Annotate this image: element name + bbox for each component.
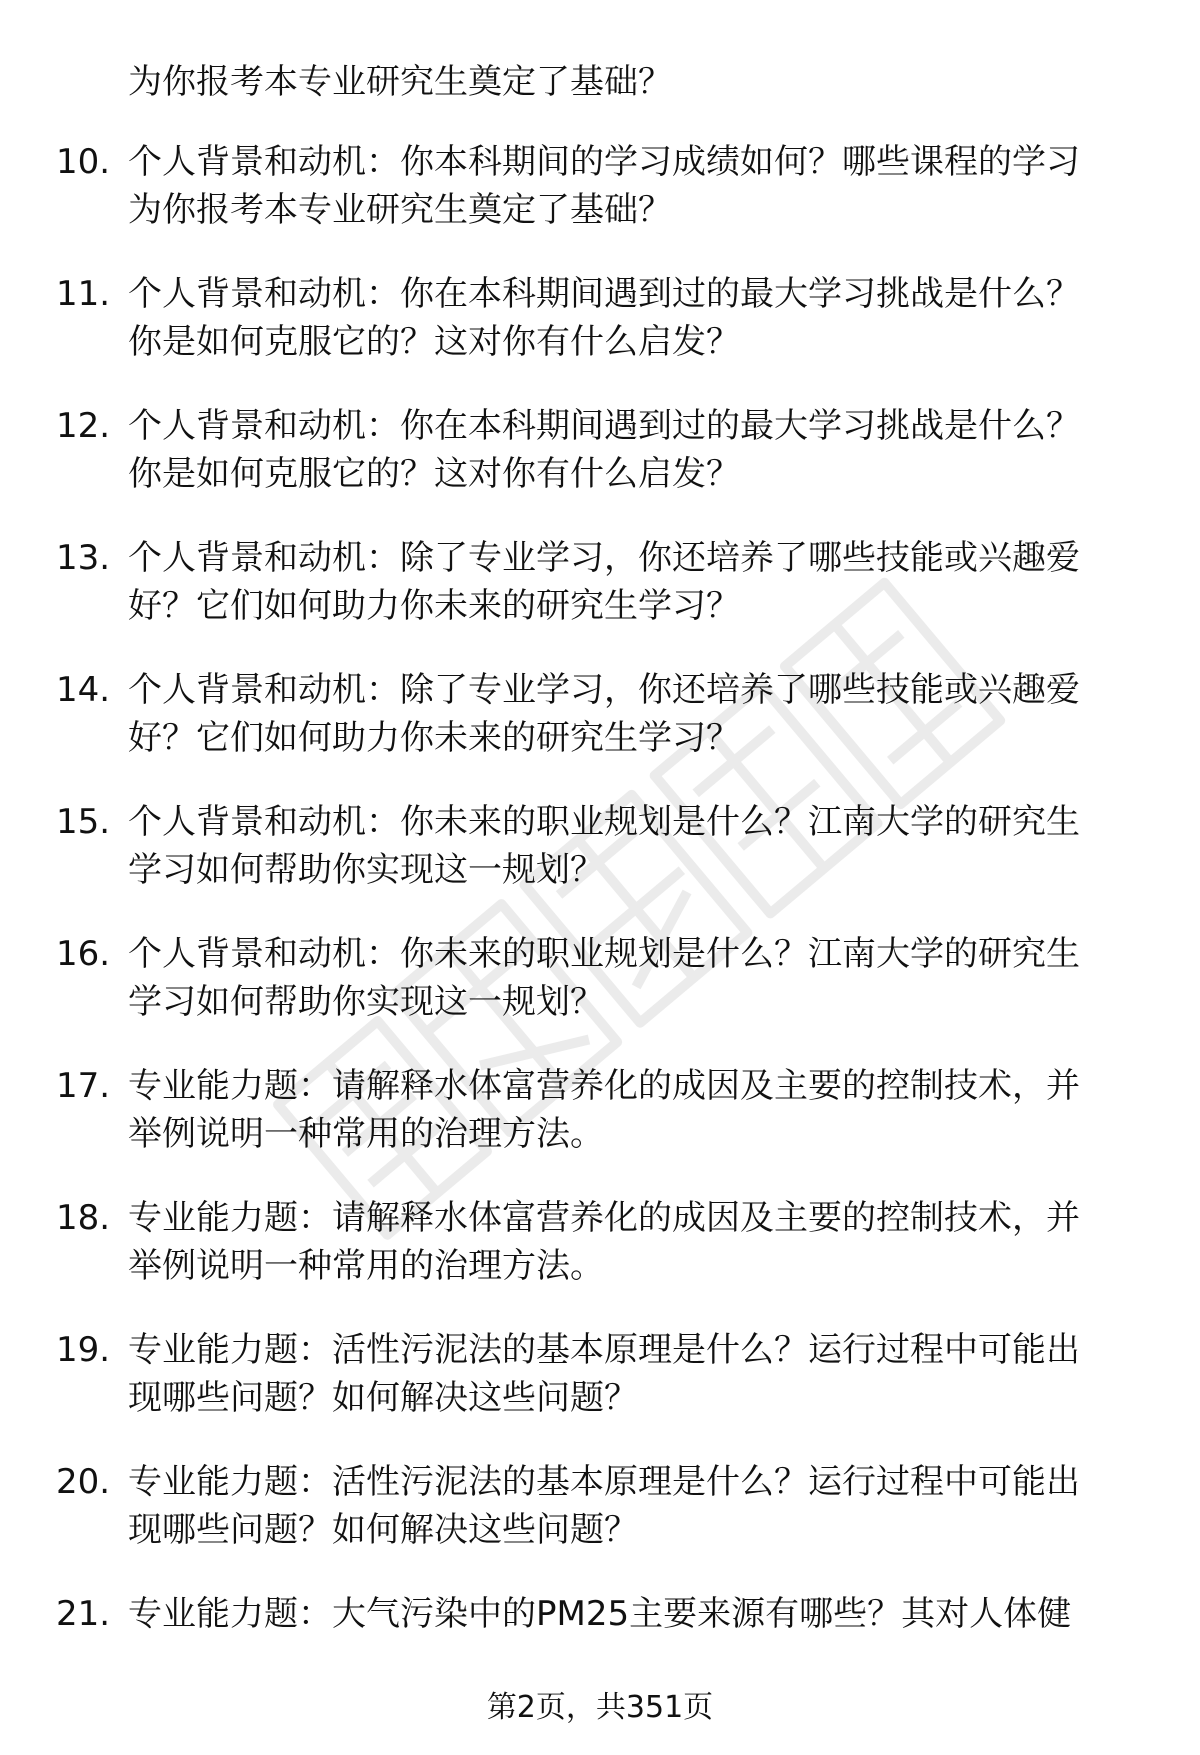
question-text-line: 好？它们如何助力你未来的研究生学习？ xyxy=(128,586,740,626)
question-item xyxy=(0,666,1200,798)
question-text-line: 专业能力题：活性污泥法的基本原理是什么？运行过程中可能出 xyxy=(128,1330,1080,1370)
question-number: 13. xyxy=(56,538,111,578)
question-text-line: 个人背景和动机：你在本科期间遇到过的最大学习挑战是什么？ xyxy=(128,274,1080,314)
question-item xyxy=(0,138,1200,270)
question-text-line: 举例说明一种常用的治理方法。 xyxy=(128,1246,604,1286)
question-text-line: 个人背景和动机：你未来的职业规划是什么？江南大学的研究生 xyxy=(128,802,1080,842)
question-list xyxy=(0,138,1200,1722)
question-text-line: 为你报考本专业研究生奠定了基础？ xyxy=(128,190,672,230)
question-item xyxy=(0,1458,1200,1590)
question-text-line: 学习如何帮助你实现这一规划？ xyxy=(128,982,604,1022)
question-text-line: 个人背景和动机：除了专业学习，你还培养了哪些技能或兴趣爱 xyxy=(128,538,1080,578)
question-number: 15. xyxy=(56,802,111,842)
question-item xyxy=(0,402,1200,534)
question-text xyxy=(128,1590,1148,1638)
question-text xyxy=(128,534,1148,630)
question-text-line: 个人背景和动机：除了专业学习，你还培养了哪些技能或兴趣爱 xyxy=(128,670,1080,710)
question-text xyxy=(128,1326,1148,1422)
question-number: 18. xyxy=(56,1198,111,1238)
question-text xyxy=(128,1458,1148,1554)
question-text-line: 个人背景和动机：你未来的职业规划是什么？江南大学的研究生 xyxy=(128,934,1080,974)
question-text xyxy=(128,1062,1148,1158)
question-number: 21. xyxy=(56,1594,111,1634)
question-text-line: 个人背景和动机：你本科期间的学习成绩如何？哪些课程的学习 xyxy=(128,142,1080,182)
question-number: 12. xyxy=(56,406,111,446)
question-text-line: 专业能力题：活性污泥法的基本原理是什么？运行过程中可能出 xyxy=(128,1462,1080,1502)
question-number: 11. xyxy=(56,274,111,314)
question-text-line: 你是如何克服它的？这对你有什么启发？ xyxy=(128,454,740,494)
question-number: 17. xyxy=(56,1066,111,1106)
question-text xyxy=(128,666,1148,762)
question-text xyxy=(128,138,1148,234)
question-text-line: 学习如何帮助你实现这一规划？ xyxy=(128,850,604,890)
question-text xyxy=(128,270,1148,366)
continuation-line: 为你报考本专业研究生奠定了基础？ xyxy=(128,62,672,102)
question-item xyxy=(0,270,1200,402)
question-text-line: 专业能力题：大气污染中的PM25主要来源有哪些？其对人体健 xyxy=(128,1594,1072,1634)
question-text-line: 好？它们如何助力你未来的研究生学习？ xyxy=(128,718,740,758)
question-number: 19. xyxy=(56,1330,111,1370)
question-text-line: 专业能力题：请解释水体富营养化的成因及主要的控制技术，并 xyxy=(128,1198,1080,1238)
question-item xyxy=(0,798,1200,930)
question-text xyxy=(128,798,1148,894)
question-item xyxy=(0,930,1200,1062)
question-item xyxy=(0,1326,1200,1458)
page-number-footer: 第2页，共351页 xyxy=(486,1690,714,1725)
question-text-line: 举例说明一种常用的治理方法。 xyxy=(128,1114,604,1154)
question-text-line: 专业能力题：请解释水体富营养化的成因及主要的控制技术，并 xyxy=(128,1066,1080,1106)
question-item xyxy=(0,1062,1200,1194)
question-number: 16. xyxy=(56,934,111,974)
question-item xyxy=(0,1194,1200,1326)
question-text-line: 现哪些问题？如何解决这些问题？ xyxy=(128,1378,638,1418)
question-text xyxy=(128,1194,1148,1290)
question-item xyxy=(0,534,1200,666)
question-text xyxy=(128,930,1148,1026)
question-text xyxy=(128,402,1148,498)
question-number: 10. xyxy=(56,142,111,182)
question-text-line: 现哪些问题？如何解决这些问题？ xyxy=(128,1510,638,1550)
question-number: 20. xyxy=(56,1462,111,1502)
question-text-line: 个人背景和动机：你在本科期间遇到过的最大学习挑战是什么？ xyxy=(128,406,1080,446)
question-text-line: 你是如何克服它的？这对你有什么启发？ xyxy=(128,322,740,362)
question-number: 14. xyxy=(56,670,111,710)
